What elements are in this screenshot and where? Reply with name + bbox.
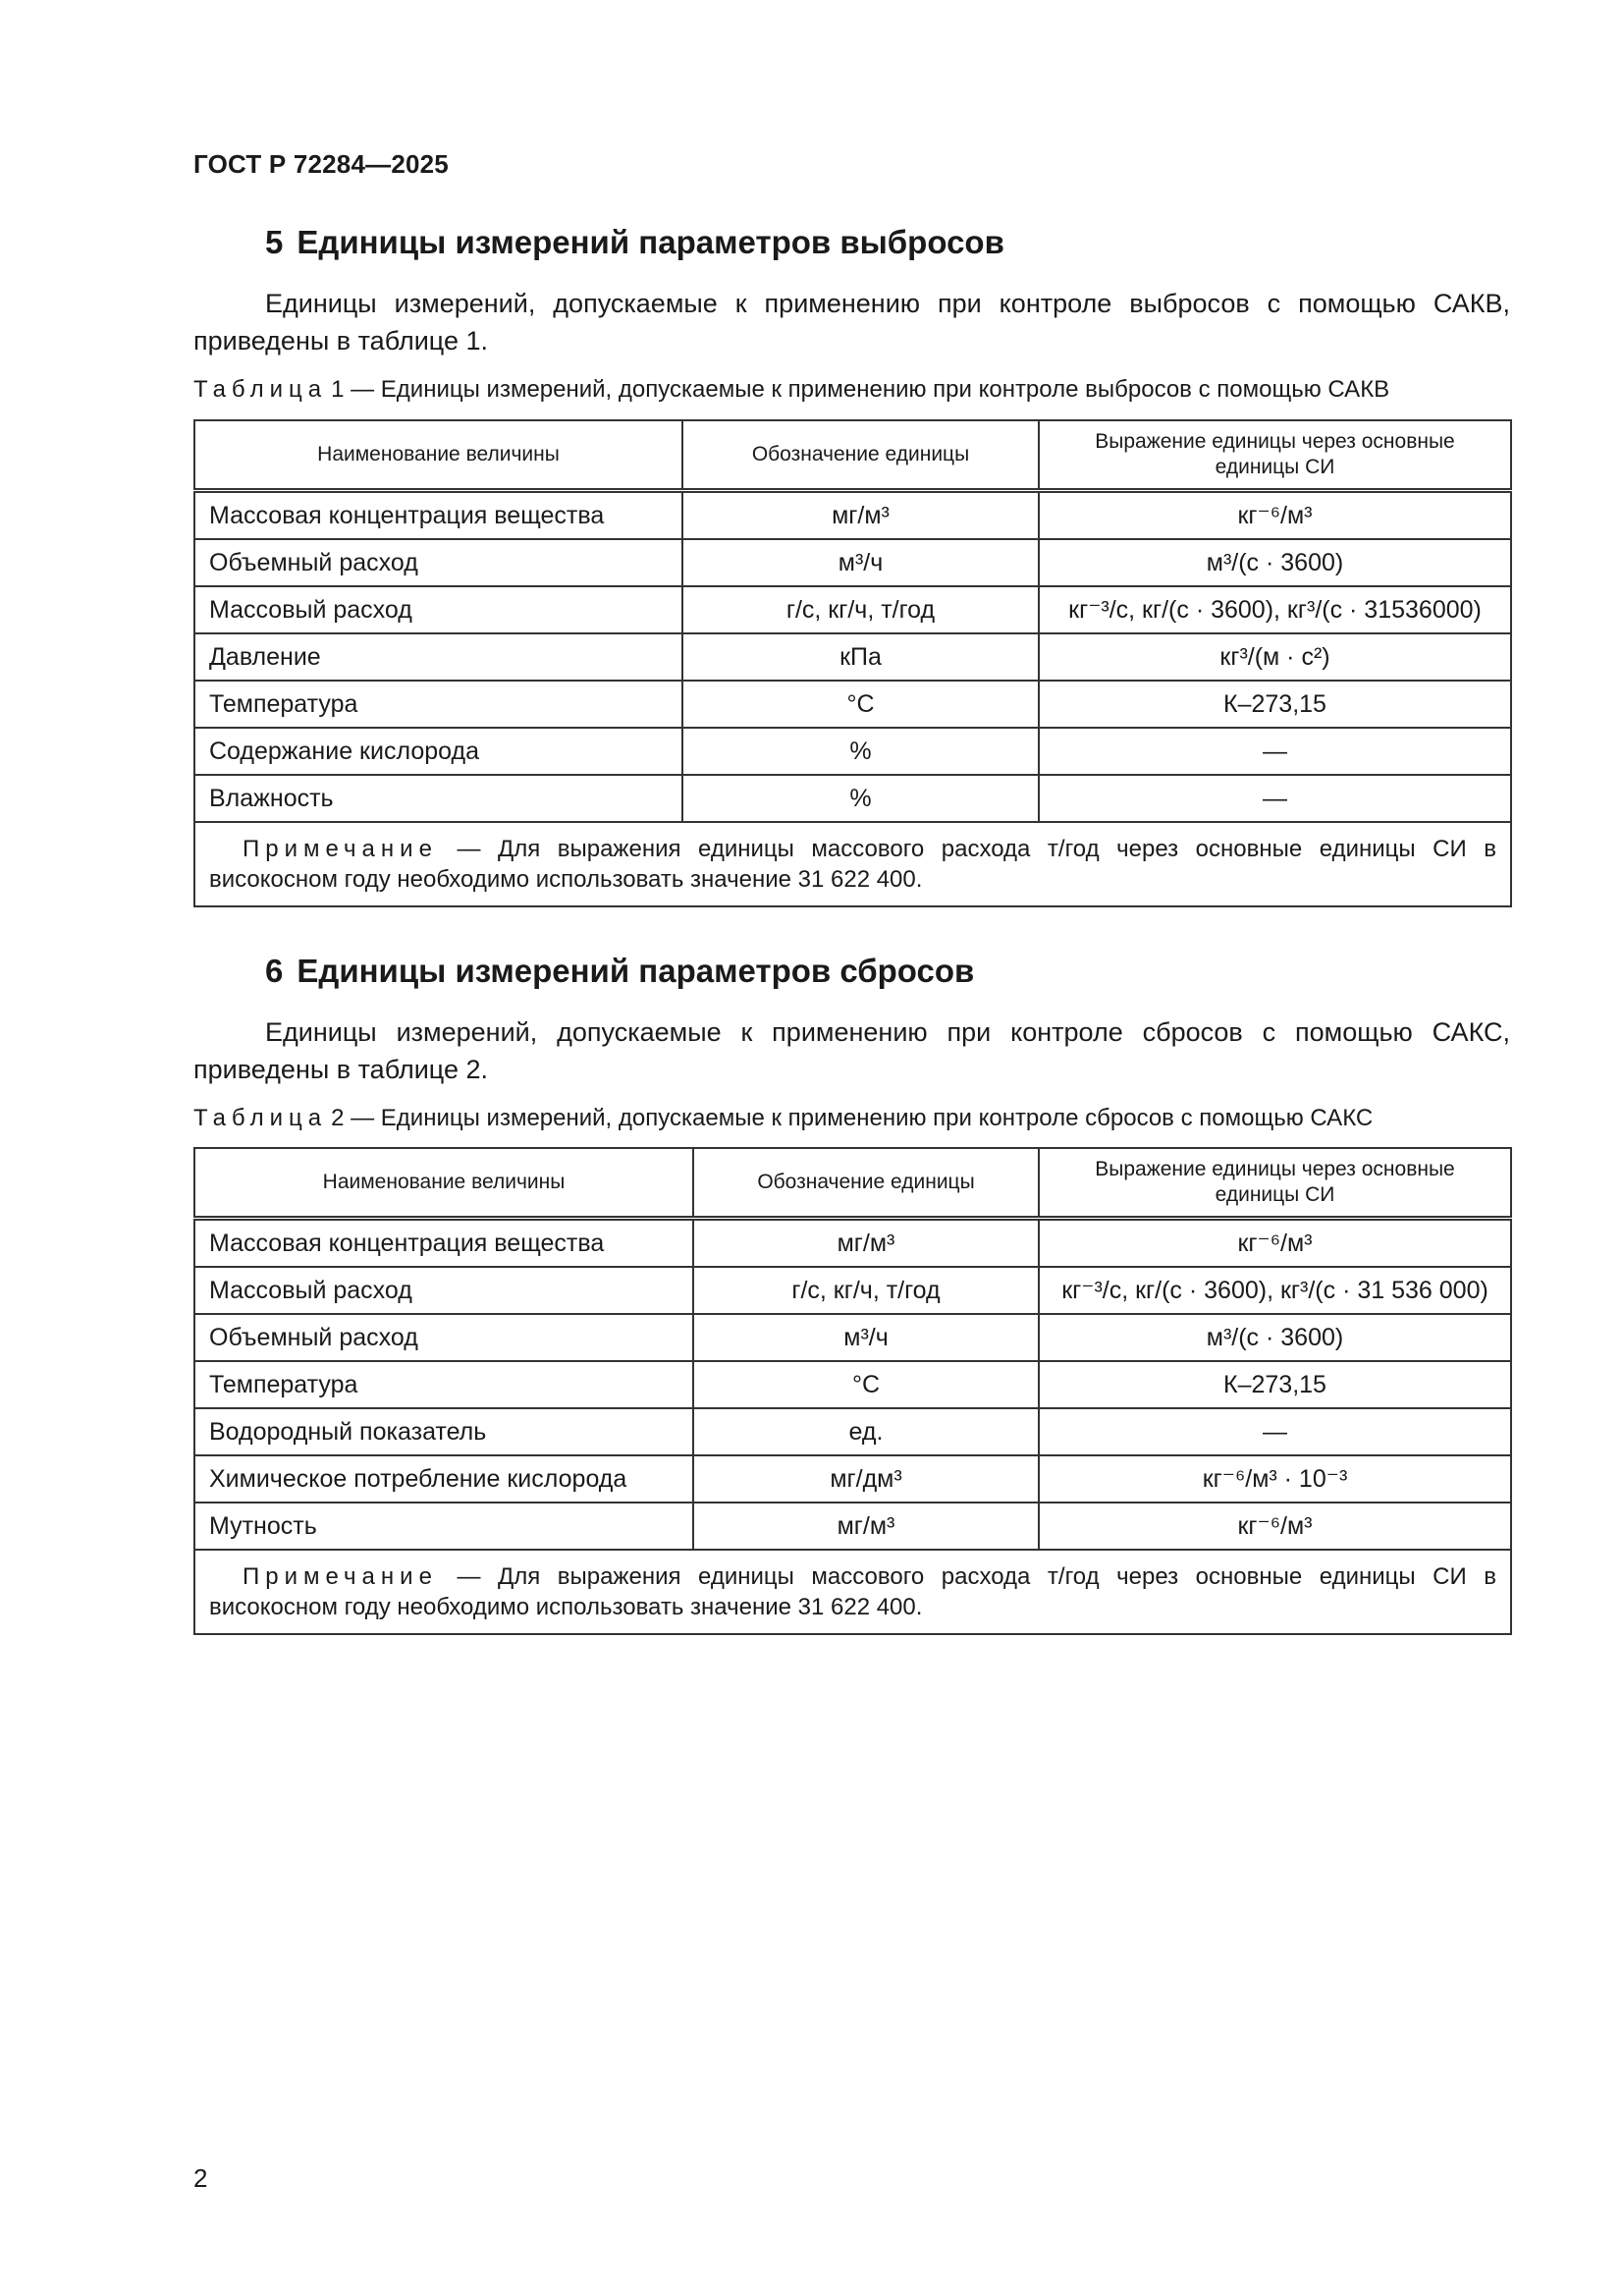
- si-expression-cell: кг⁻⁶/м³ · 10⁻³: [1039, 1455, 1511, 1503]
- table-row: [194, 728, 1511, 775]
- si-expression-cell: кг⁻³/с, кг/(с · 3600), кг³/(с · 31536000): [1039, 586, 1511, 633]
- table-note-row: [194, 822, 1511, 906]
- column-header: Обозначение единицы: [682, 420, 1039, 491]
- table-row: [194, 491, 1511, 540]
- table-note-row: [194, 1550, 1511, 1634]
- unit-symbol-cell: мг/м³: [682, 491, 1039, 540]
- quantity-name-cell: Объемный расход: [194, 1314, 693, 1361]
- unit-symbol-cell: г/с, кг/ч, т/год: [682, 586, 1039, 633]
- caption-text: 1 — Единицы измерений, допускаемые к применению при контроле выбросов с помощью САКВ: [331, 376, 1390, 403]
- table-header-row: [194, 1148, 1511, 1219]
- quantity-name-cell: Массовый расход: [194, 586, 682, 633]
- table-row: [194, 1314, 1511, 1361]
- table-row: [194, 586, 1511, 633]
- quantity-name-cell: Химическое потребление кислорода: [194, 1455, 693, 1503]
- unit-symbol-cell: °С: [682, 681, 1039, 728]
- unit-symbol-cell: м³/ч: [682, 539, 1039, 586]
- unit-symbol-cell: %: [682, 775, 1039, 822]
- table-row: [194, 775, 1511, 822]
- section-5-paragraph: Единицы измерений, допускаемые к применению при контроле выбросов с помощью САКВ, приведены в таблице 1.: [193, 289, 1510, 355]
- note-word: Примечание: [243, 836, 438, 862]
- table-row: [194, 539, 1511, 586]
- table-row: [194, 1219, 1511, 1268]
- section-6-title: [265, 953, 974, 990]
- unit-symbol-cell: кПа: [682, 633, 1039, 681]
- si-expression-cell: кг³/(м · с²): [1039, 633, 1511, 681]
- si-expression-cell: К–273,15: [1039, 1361, 1511, 1408]
- quantity-name-cell: Объемный расход: [194, 539, 682, 586]
- si-expression-cell: К–273,15: [1039, 681, 1511, 728]
- note-word: Примечание: [243, 1563, 438, 1590]
- caption-word: Таблица: [193, 376, 328, 403]
- si-expression-cell: кг⁻⁶/м³: [1039, 1503, 1511, 1550]
- column-header: Обозначение единицы: [693, 1148, 1039, 1219]
- table-row: [194, 1361, 1511, 1408]
- table-row: [194, 1267, 1511, 1314]
- si-expression-cell: кг⁻³/с, кг/(с · 3600), кг³/(с · 31 536 000): [1039, 1267, 1511, 1314]
- unit-symbol-cell: ед.: [693, 1408, 1039, 1455]
- note-text: — Для выражения единицы массового расхода т/год через основные единицы СИ в високосном году необходимо использовать значение 31 622 400.: [209, 1563, 1497, 1620]
- note-text: — Для выражения единицы массового расхода т/год через основные единицы СИ в високосном году необходимо использовать значение 31 622 400.: [209, 836, 1497, 893]
- quantity-name-cell: Содержание кислорода: [194, 728, 682, 775]
- section-title-text: Единицы измерений параметров выбросов: [297, 224, 1004, 260]
- table-row: [194, 1455, 1511, 1503]
- unit-symbol-cell: мг/м³: [693, 1503, 1039, 1550]
- quantity-name-cell: Температура: [194, 1361, 693, 1408]
- document-id: ГОСТ Р 72284—2025: [193, 149, 449, 179]
- table-2: [193, 1147, 1512, 1635]
- quantity-name-cell: Температура: [194, 681, 682, 728]
- table-row: [194, 633, 1511, 681]
- section-5-title: [265, 224, 1004, 261]
- table-header-row: [194, 420, 1511, 491]
- unit-symbol-cell: м³/ч: [693, 1314, 1039, 1361]
- page-number: 2: [193, 2163, 208, 2193]
- quantity-name-cell: Мутность: [194, 1503, 693, 1550]
- unit-symbol-cell: г/с, кг/ч, т/год: [693, 1267, 1039, 1314]
- quantity-name-cell: Давление: [194, 633, 682, 681]
- caption-text: 2 — Единицы измерений, допускаемые к применению при контроле сбросов с помощью САКС: [331, 1105, 1374, 1131]
- section-6-paragraph: Единицы измерений, допускаемые к применению при контроле сбросов с помощью САКС, приведены в таблице 2.: [193, 1017, 1510, 1084]
- table-row: [194, 1408, 1511, 1455]
- unit-symbol-cell: мг/дм³: [693, 1455, 1039, 1503]
- unit-symbol-cell: мг/м³: [693, 1219, 1039, 1268]
- table-1-caption: [193, 376, 1510, 404]
- quantity-name-cell: Массовая концентрация вещества: [194, 1219, 693, 1268]
- table-2-caption: [193, 1105, 1510, 1132]
- si-expression-cell: м³/(с · 3600): [1039, 539, 1511, 586]
- table-1: [193, 419, 1512, 907]
- si-expression-cell: м³/(с · 3600): [1039, 1314, 1511, 1361]
- column-header: Наименование величины: [194, 1148, 693, 1219]
- si-expression-cell: кг⁻⁶/м³: [1039, 1219, 1511, 1268]
- table-row: [194, 681, 1511, 728]
- quantity-name-cell: Влажность: [194, 775, 682, 822]
- si-expression-cell: —: [1039, 775, 1511, 822]
- column-header: Наименование величины: [194, 420, 682, 491]
- quantity-name-cell: Массовая концентрация вещества: [194, 491, 682, 540]
- quantity-name-cell: Водородный показатель: [194, 1408, 693, 1455]
- si-expression-cell: —: [1039, 728, 1511, 775]
- column-header: Выражение единицы через основные единицы СИ: [1039, 1148, 1511, 1219]
- column-header: Выражение единицы через основные единицы СИ: [1039, 420, 1511, 491]
- table-note: [194, 822, 1511, 906]
- table-note: [194, 1550, 1511, 1634]
- section-title-text: Единицы измерений параметров сбросов: [297, 953, 975, 989]
- table-row: [194, 1503, 1511, 1550]
- si-expression-cell: —: [1039, 1408, 1511, 1455]
- section-number: 5: [265, 224, 284, 260]
- unit-symbol-cell: °С: [693, 1361, 1039, 1408]
- caption-word: Таблица: [193, 1105, 328, 1131]
- unit-symbol-cell: %: [682, 728, 1039, 775]
- quantity-name-cell: Массовый расход: [194, 1267, 693, 1314]
- section-number: 6: [265, 953, 284, 989]
- si-expression-cell: кг⁻⁶/м³: [1039, 491, 1511, 540]
